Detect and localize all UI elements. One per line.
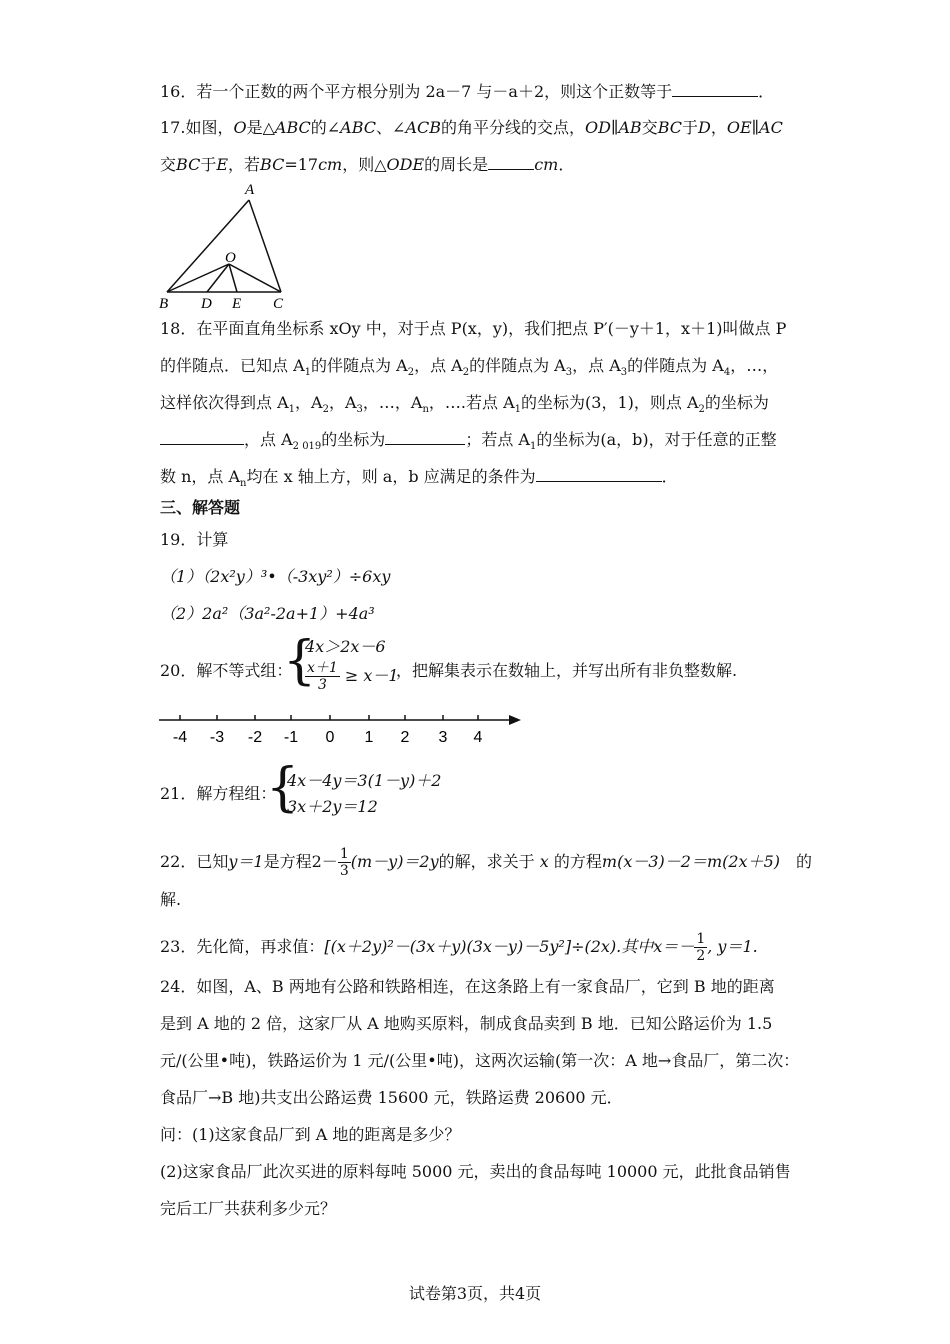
t: 的坐标为(a，b)，对于任意的正整 (536, 430, 777, 449)
tick-label: 0 (325, 729, 335, 746)
question-24-line3: 元/(公里•吨)，铁路运价为 1 元/(公里•吨)，这两次运输(第一次：A 地→食品厂，第二次： (160, 1051, 800, 1070)
t: 的坐标为 (704, 393, 769, 412)
t: ，A (295, 393, 323, 412)
fraction (305, 660, 340, 693)
brace: { (266, 758, 300, 818)
t: 均在 x 轴上方，则 a，b 应满足的条件为 (246, 467, 536, 486)
label-A: A (245, 182, 255, 198)
t: O (233, 118, 247, 137)
t: 的伴随点为 A (311, 356, 408, 375)
question-18-line4 (160, 430, 777, 453)
t: 18．在平面直角坐标系 xOy 中，对于点 P(x，y)，我们把点 P′(－y＋1，x＋1)叫做点 P (160, 319, 787, 338)
t: 的伴随点为 A (627, 356, 724, 375)
q21-eq1: 4x－4y＝3(1－y)＋2 (287, 771, 442, 790)
question-22-line2: 解. (160, 890, 182, 909)
t: ， (710, 118, 727, 137)
t: ODE (386, 155, 425, 174)
answer-blank[interactable] (488, 155, 534, 170)
question-24-line4: 食品厂→B 地)共支出公路运费 15600 元，铁路运费 20600 元． (160, 1088, 623, 1107)
t: 交 (641, 118, 658, 137)
question-23 (160, 931, 758, 964)
t: 于 (682, 118, 699, 137)
answer-blank[interactable] (385, 430, 465, 445)
denominator: 3 (339, 863, 349, 879)
tick-label: -2 (247, 729, 263, 746)
answer-blank[interactable] (536, 467, 662, 482)
sub: 4 (723, 367, 731, 379)
sub: 2 019 (292, 441, 322, 453)
t: 2－ (311, 852, 338, 871)
question-18-line1 (160, 319, 786, 339)
numerator: 1 (696, 931, 706, 947)
t: 的坐标为(3，1)，则点 A (521, 393, 699, 412)
sub: 3 (620, 367, 628, 379)
t: BC (176, 155, 201, 174)
t: x (539, 852, 549, 871)
q16-end: ． (758, 82, 775, 101)
t: ，点 A (244, 430, 293, 449)
t: =17 (284, 155, 319, 174)
question-18-line3 (160, 393, 769, 416)
q20-eq1: 4x＞2x－6 (305, 637, 386, 656)
question-21-label: 21．解方程组： (160, 784, 277, 803)
t: ACB (405, 118, 442, 137)
t: 23．先化简，再求值： (160, 937, 325, 956)
question-24-line2: 是到 A 地的 2 倍，这家厂从 A 地购买原料，制成食品卖到 B 地．已知公路运价为 1.5 (160, 1014, 773, 1033)
tick-label: 1 (364, 729, 374, 746)
sub: 2 (462, 367, 470, 379)
question-24-line1: 24．如图，A、B 两地有公路和铁路相连，在这条路上有一家食品厂，它到 B 地的距离 (160, 977, 775, 996)
tick-label: -4 (172, 729, 188, 746)
label-D: D (201, 296, 212, 312)
sub: 1 (514, 404, 522, 416)
sub: 2 (407, 367, 415, 379)
number-line (155, 706, 535, 750)
tick-label: -3 (209, 729, 225, 746)
label-C: C (273, 296, 284, 312)
brace: { (283, 631, 317, 691)
tick-label: 2 (400, 729, 410, 746)
t: 数 n，点 A (160, 467, 241, 486)
t: ABC (274, 118, 311, 137)
sub: 3 (356, 404, 363, 416)
t: ABC (340, 118, 377, 137)
t: ，A (328, 393, 357, 412)
t: ，…，A (362, 393, 423, 412)
t: 交 (160, 155, 177, 174)
t: x＝－ (653, 937, 695, 956)
sub: 1 (529, 441, 537, 453)
t: 的伴随点为 A (469, 356, 566, 375)
t: ，….若点 A (428, 393, 515, 412)
t: ，则△ (342, 155, 387, 174)
t: 的方程 (553, 852, 602, 871)
fraction (338, 846, 351, 879)
t: ≥ x－1 (344, 666, 399, 685)
t: 17.如图， (160, 118, 234, 137)
label-O: O (225, 250, 236, 266)
label-E: E (232, 296, 242, 312)
question-19-part2: （2）2a²（3a²-2a+1）+4a³ (160, 604, 375, 623)
t: OD∥AB (585, 118, 642, 137)
t: 的 (796, 852, 813, 871)
sub: 1 (304, 367, 312, 379)
q20-tail: ，把解集表示在数轴上，并写出所有非负整数解. (396, 661, 738, 680)
tick-label: -1 (283, 729, 299, 746)
q16-text: 16．若一个正数的两个平方根分别为 2a－7 与－a＋2，则这个正数等于 (160, 82, 673, 101)
question-18-line2 (160, 356, 779, 379)
t: cm (318, 155, 343, 174)
label-B: B (159, 296, 169, 312)
answer-blank[interactable] (160, 430, 244, 445)
question-24-q2b: 完后工厂共获利多少元？ (160, 1199, 337, 1218)
question-17-line1 (160, 118, 783, 138)
q21-eq2: 3x＋2y＝12 (287, 797, 378, 816)
numerator: x＋1 (307, 660, 338, 676)
t: 22．已知 (160, 852, 229, 871)
t: 于 (200, 155, 217, 174)
sub: n (240, 478, 247, 490)
sub: 1 (288, 404, 296, 416)
tick-label: 4 (473, 729, 483, 746)
t: [(x＋2y)²－(3x＋y)(3x－y)－5y²]÷(2x).其中 (324, 937, 654, 956)
t: ；若点 A (465, 430, 530, 449)
t: D (698, 118, 711, 137)
question-17-line2 (160, 155, 574, 175)
t: 这样依次得到点 A (160, 393, 289, 412)
t: 的坐标为 (321, 430, 386, 449)
t: 的伴随点．已知点 A (160, 356, 305, 375)
t: ． (558, 155, 575, 174)
fraction (694, 931, 707, 964)
denominator: 3 (317, 677, 327, 693)
t: ，点 A (572, 356, 621, 375)
t: y＝1 (228, 852, 264, 871)
question-22-line1 (160, 846, 812, 879)
t: 的∠ (310, 118, 341, 137)
sub: 3 (565, 367, 573, 379)
sub: 2 (322, 404, 329, 416)
page-footer: 试卷第3页，共4页 (408, 1284, 542, 1303)
tick-label: 3 (438, 729, 448, 746)
t: 的角平分线的交点， (441, 118, 586, 137)
question-19-title: 19．计算 (160, 530, 229, 549)
t: ． (661, 467, 678, 486)
t: 是△ (246, 118, 275, 137)
t: 、∠ (376, 118, 406, 137)
question-20-label: 20．解不等式组： (160, 661, 293, 680)
t: ，若 (228, 155, 261, 174)
sub: n (422, 404, 429, 416)
t: cm (534, 155, 559, 174)
t: E (216, 155, 229, 174)
t: 的周长是 (424, 155, 489, 174)
question-24-q2a: (2)这家食品厂此次买进的原料每吨 5000 元，卖出的食品每吨 10000 元，此批食品销售 (160, 1162, 791, 1181)
t: ，点 A (414, 356, 463, 375)
question-18-line5 (160, 467, 678, 490)
t: 的解，求关于 (438, 852, 535, 871)
numerator: 1 (339, 846, 349, 862)
t: , y＝1. (707, 937, 758, 956)
section-heading: 三、解答题 (160, 498, 241, 517)
question-19-part1: （1）（2x²y）³•（-3xy²）÷6xy (160, 567, 391, 586)
t: (m－y)＝2y (350, 852, 439, 871)
question-24-q1: 问：(1)这家食品厂到 A 地的距离是多少？ (160, 1125, 461, 1144)
question-16 (160, 82, 774, 102)
triangle-figure (155, 180, 295, 312)
t: 是方程 (263, 852, 312, 871)
t: ，…， (730, 356, 779, 375)
q20-eq2 (305, 660, 399, 693)
answer-blank[interactable] (672, 82, 758, 97)
arrow-head (509, 715, 521, 725)
denominator: 2 (696, 948, 706, 964)
t: BC (260, 155, 285, 174)
t: OE∥AC (726, 118, 783, 137)
sub: 2 (698, 404, 705, 416)
t: BC (657, 118, 682, 137)
t: m(x－3)－2＝m(2x＋5) (601, 852, 780, 871)
